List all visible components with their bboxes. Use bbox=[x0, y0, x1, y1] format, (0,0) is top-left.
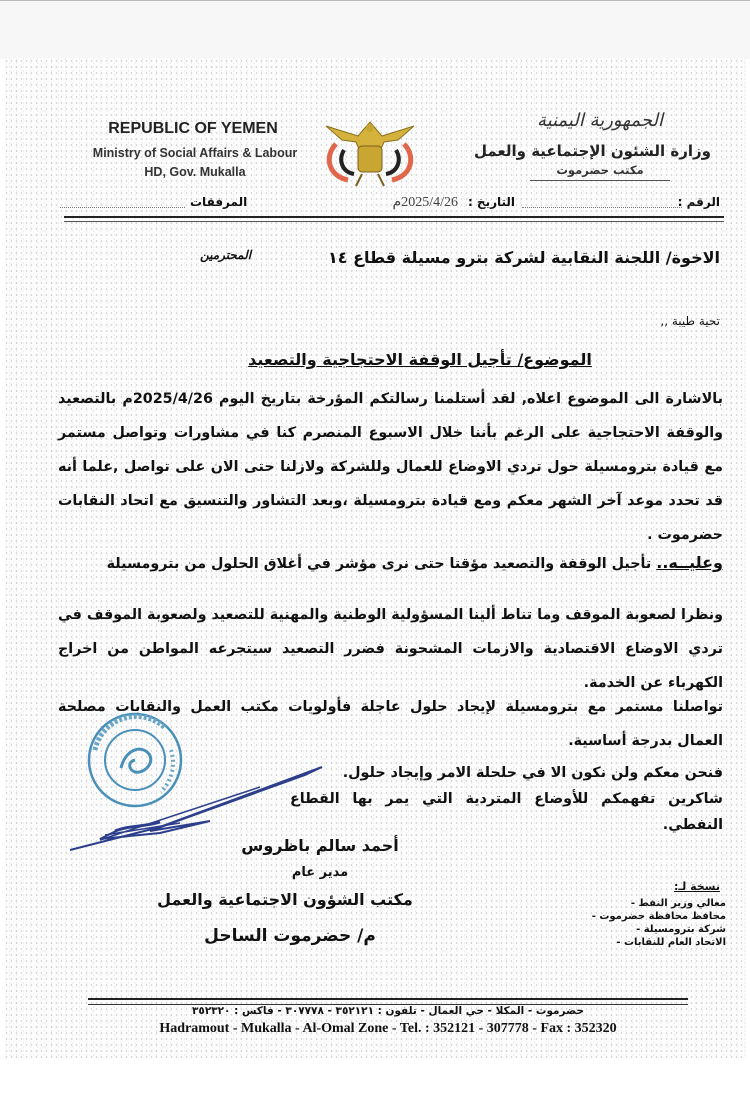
attachments-label: المرفقات bbox=[190, 195, 248, 209]
paragraph-5 bbox=[290, 760, 723, 838]
header-en-office: HD, Gov. Mukalla bbox=[144, 165, 246, 179]
header-ar-office: مكتب حضرموت bbox=[530, 163, 670, 181]
copies-item: معالي وزير النفط - bbox=[520, 897, 730, 910]
copies-item: محافظ محافظة حضرموت - bbox=[520, 910, 730, 923]
paragraph-4: تواصلنا مستمر مع بترومسيلة لإيجاد حلول عاجلة فأولويات مكتب العمل والنقابات مصلحة العمال بدرجة أساسية. bbox=[58, 699, 723, 749]
paragraph-2-text: تأجيل الوقفة والتصعيد مؤقتا حتى نرى مؤشر في أغلاق الحلول من بترومسيلة bbox=[106, 556, 657, 572]
copies-item: شركة بترومسيلة - bbox=[520, 923, 730, 936]
signatory-office: مكتب الشؤون الاجتماعية والعمل bbox=[157, 890, 413, 909]
date-label: التاريخ : bbox=[467, 195, 515, 209]
attachments-line bbox=[60, 207, 185, 208]
paragraph-2-lead: وعليــه.. bbox=[656, 553, 723, 572]
footer-address-en: Hadramout - Mukalla - Al-Omal Zone - Tel. : 352121 - 307778 - Fax : 352320 bbox=[159, 1021, 617, 1036]
signatory-title: مدير عام bbox=[291, 865, 349, 880]
addressee-respect: المحترمين bbox=[200, 248, 252, 262]
footer-address-ar: حضرموت - المكلا - حي العمال - تلفون : ٣٥٢١٢١ - ٣٠٧٧٧٨ - فاكس : ٣٥٢٣٢٠ bbox=[192, 1005, 584, 1017]
header-en-ministry: Ministry of Social Affairs & Labour bbox=[92, 146, 298, 160]
reference-row bbox=[60, 195, 720, 215]
paragraph-5a: فنحن معكم ولن نكون الا في حلحلة الامر وإيجاد حلول. bbox=[342, 765, 723, 781]
paragraph-5b: شاكرين تفهمكم للأوضاع المتردية التي يمر بها القطاع النفطي. bbox=[290, 791, 723, 833]
copies-item: الاتحاد العام للنقابات - bbox=[520, 936, 730, 949]
top-margin-band bbox=[0, 0, 750, 59]
copies-list bbox=[520, 897, 730, 949]
yemen-eagle-emblem-icon bbox=[318, 116, 422, 190]
footer-divider bbox=[88, 998, 688, 1005]
subject-line: الموضوع/ تأجيل الوقفة الاحتجاجية والتصعيد bbox=[248, 350, 592, 369]
paragraph-1: بالاشارة الى الموضوع اعلاه, لقد أستلمنا رسالتكم المؤرخة بتاريخ اليوم 2025/4/26م بالتصعيد والوقفة الاحتجاجية على الرغم بأننا خلال الاسبوع المنصرم كنا في مشاورات وتواصل مستمر مع قيادة بترومسيلة حول تردي الاوضاع للعمال وللشركة ولازلنا حتى الان على تواصل ,علما أنه قد تحدد موعد آخر الشهر معكم ومع قيادة بترومسيلة ،وبعد التشاور والتنسيق مع اتحاد النقابات حضرموت . bbox=[58, 391, 723, 543]
date-value: 2025/4/26م bbox=[392, 195, 458, 210]
reference-label: الرقم : bbox=[677, 195, 720, 209]
greeting: تحية طيبة ,, bbox=[660, 314, 720, 328]
paragraph-2 bbox=[58, 546, 723, 581]
paragraph-3: ونظرا لصعوبة الموقف وما تناط ألينا المسؤولية الوطنية والمهنية للتصعيد ولصعوبة الموقف في تردي الاوضاع الاقتصادية والازمات المشحونة فضرر التصعيد سيتجرعه المواطن من اخراج الكهرباء عن الخدمة. bbox=[58, 607, 723, 691]
reference-line bbox=[522, 207, 682, 208]
header-ar-country: الجمهورية اليمنية bbox=[536, 110, 664, 131]
signatory-name: أحمد سالم باظروس bbox=[241, 836, 399, 855]
header-ar-ministry: وزارة الشئون الإجتماعية والعمل bbox=[473, 142, 712, 160]
header-divider bbox=[64, 216, 724, 222]
addressee: الاخوة/ اللجنة النقابية لشركة بترو مسيلة قطاع ١٤ bbox=[328, 248, 720, 267]
copies-heading: نسخة لـ: bbox=[673, 880, 720, 893]
signatory-region: م/ حضرموت الساحل bbox=[204, 926, 376, 946]
header-en-country: REPUBLIC OF YEMEN bbox=[108, 120, 278, 137]
